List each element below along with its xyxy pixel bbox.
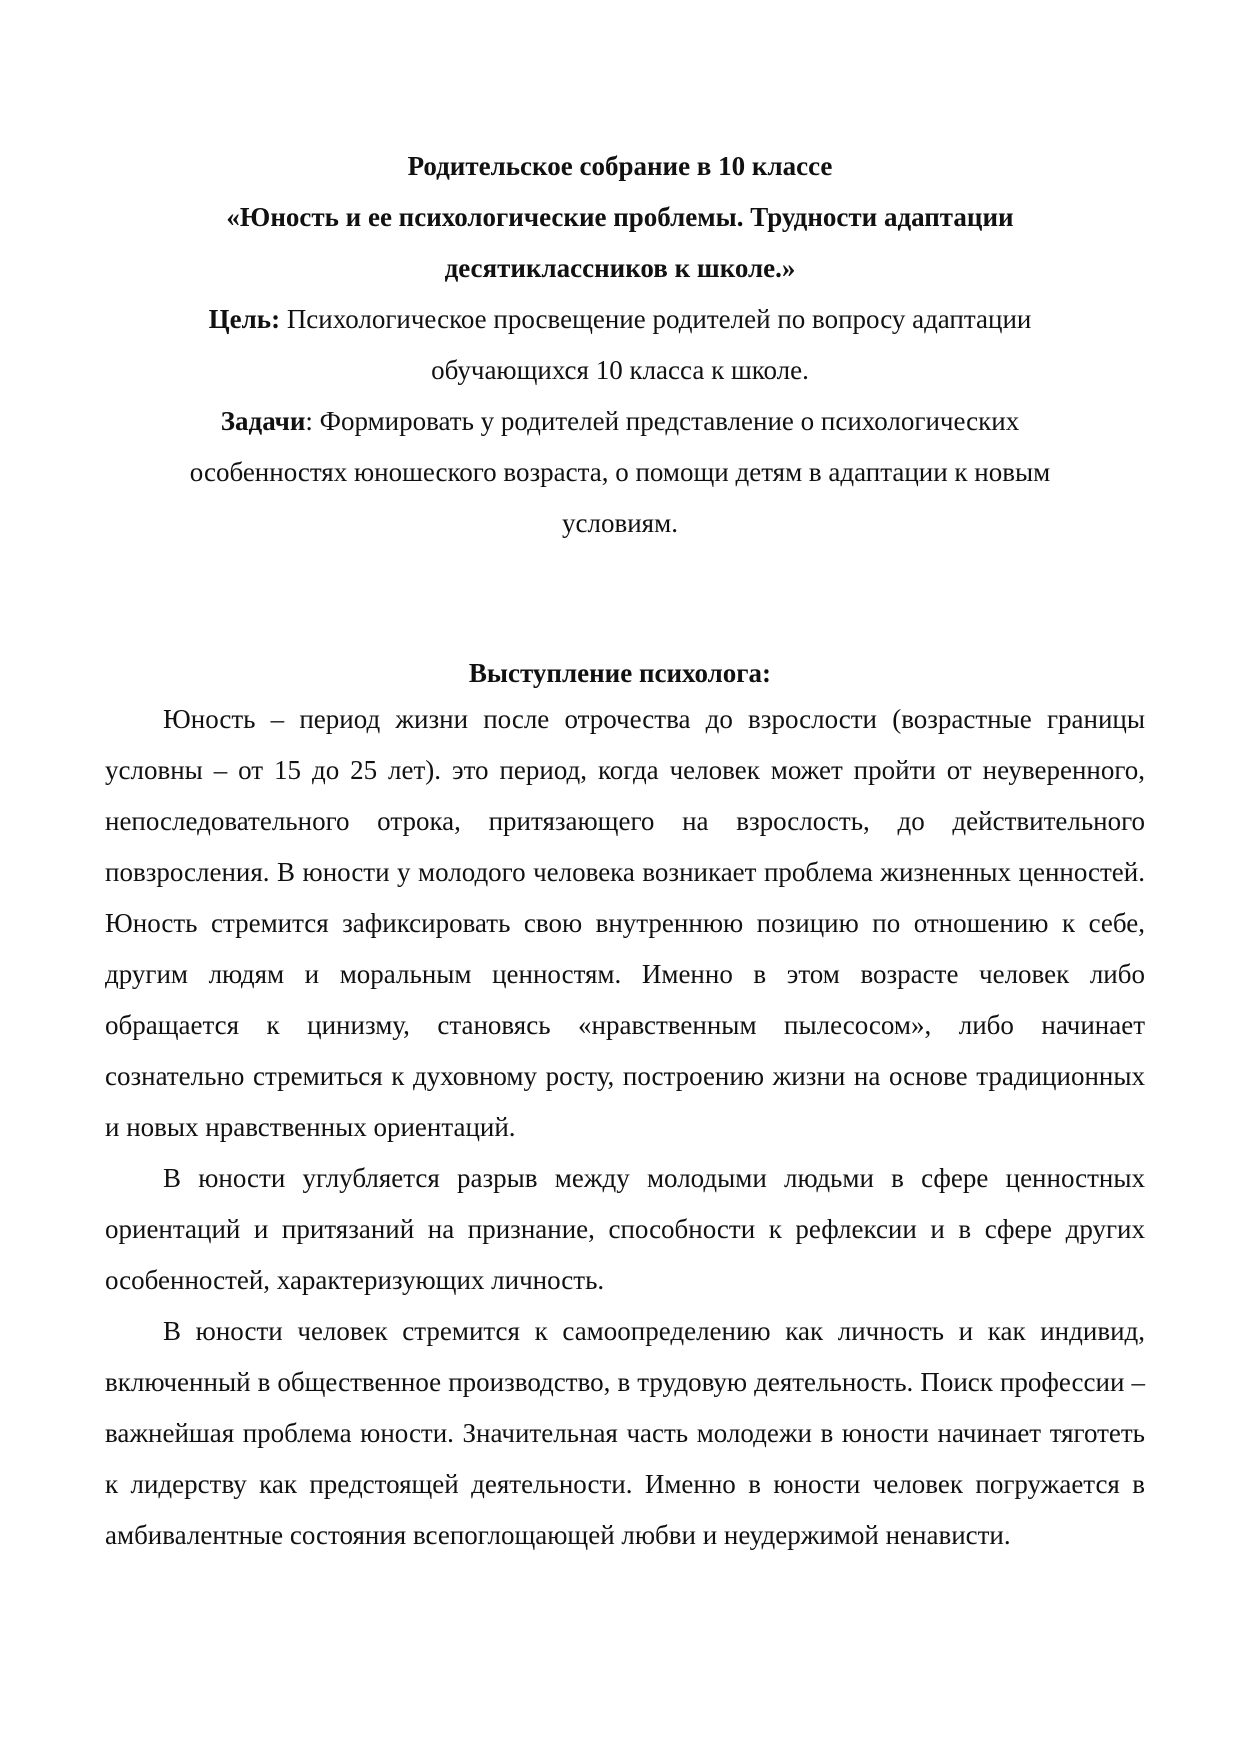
goal-label: Цель: [208, 304, 281, 334]
body-paragraph: В юности человек стремится к самоопределению как личность и как индивид, включенный в общественное производство, в трудовую деятельность. Поиск профессии – важнейшая проблема юности. Значительная часть молодежи в юности начинает тяготеть к лидерству как предстоящей деятельности. Именно в юности человек погружается в амбивалентные состояния всепоглощающей любви и неудержимой ненависти. [105, 1316, 1145, 1550]
body-paragraph: В юности углубляется разрыв между молодыми людьми в сфере ценностных ориентаций и притязаний на признание, способности к рефлексии и в сфере других особенностей, характеризующих личность. [105, 1163, 1145, 1295]
speech-body [105, 694, 1145, 1561]
tasks-label: Задачи [220, 406, 306, 436]
speech-heading: Выступление психолога: [468, 658, 772, 688]
goal-text: Психологическое просвещение родителей по вопросу адаптации обучающихся 10 класса к школе. [280, 304, 1032, 385]
document-subtitle: «Юность и ее психологические проблемы. Трудности адаптации десятиклассников к школе.» [226, 202, 1014, 283]
document-header [100, 141, 1140, 549]
document-title: Родительское собрание в 10 классе [407, 151, 833, 181]
body-paragraph: Юность – период жизни после отрочества до взрослости (возрастные границы условны – от 15 до 25 лет). это период, когда человек может пройти от неуверенного, непоследовательного отрока, притязающего на взрослость, до действительного повзросления. В юности у молодого человека возникает проблема жизненных ценностей. Юность стремится зафиксировать свою внутреннюю позицию по отношению к себе, другим людям и моральным ценностям. Именно в этом возрасте человек либо обращается к цинизму, становясь «нравственным пылесосом», либо начинает сознательно стремиться к духовному росту, построению жизни на основе традиционных и новых нравственных ориентаций. [105, 704, 1145, 1142]
goal-statement [100, 294, 1140, 396]
tasks-text: : Формировать у родителей представление о психологических особенностях юношеского возраста, о помощи детям в адаптации к новым условиям. [189, 406, 1051, 538]
tasks-statement [100, 396, 1140, 549]
